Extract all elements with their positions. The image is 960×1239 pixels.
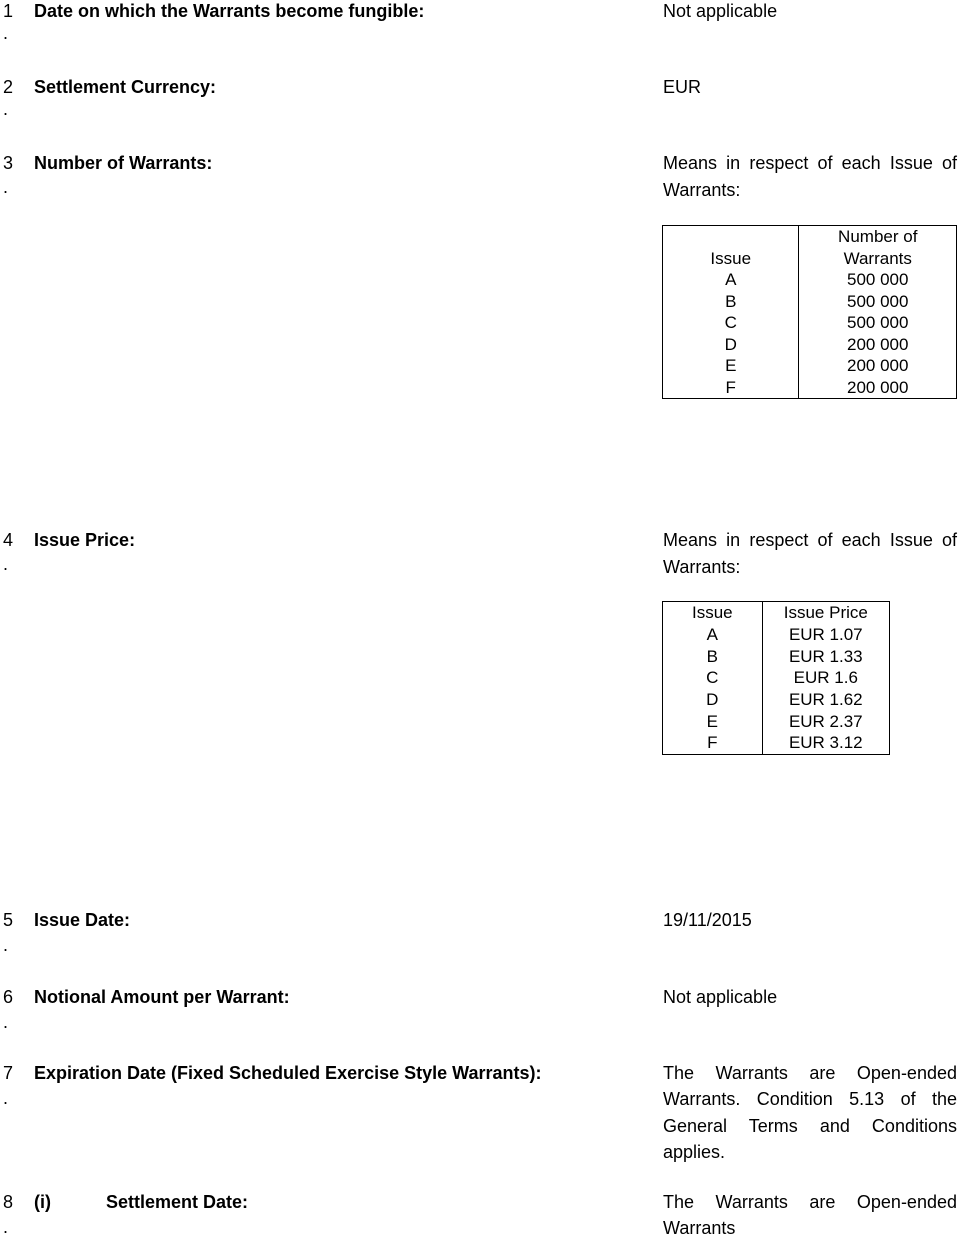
item-8-number: 8 — [3, 1192, 14, 1212]
item-2-value: EUR — [663, 77, 702, 97]
item-8-value-line1: The Warrants are Open-ended — [663, 1192, 957, 1212]
item-1-dot: . — [3, 23, 9, 43]
issue-cell: B — [663, 291, 799, 313]
value-cell: 500 000 — [799, 269, 957, 291]
item-2-dot: . — [3, 99, 9, 119]
item-2-number: 2 — [3, 77, 14, 97]
number-of-warrants-table — [662, 225, 957, 399]
item-5-number: 5 — [3, 910, 14, 930]
value-cell: EUR 3.12 — [762, 732, 889, 754]
item-5-value: 19/11/2015 — [663, 910, 752, 930]
table-row — [663, 689, 890, 711]
table-row — [663, 711, 890, 733]
table-row — [663, 291, 957, 313]
item-3-value-line1: Means in respect of each Issue of — [663, 153, 957, 173]
header-line-1: Number of — [838, 227, 918, 246]
issue-cell: F — [663, 377, 799, 399]
item-7-value-line4: applies. — [663, 1142, 726, 1162]
table-row — [663, 334, 957, 356]
value-cell: 200 000 — [799, 377, 957, 399]
issue-cell: C — [663, 667, 763, 689]
item-4-value-line1: Means in respect of each Issue of — [663, 530, 957, 550]
table-header-row — [663, 602, 890, 624]
item-1-label: Date on which the Warrants become fungible: — [34, 1, 425, 21]
table-row — [663, 732, 890, 754]
issue-cell: A — [663, 269, 799, 291]
item-3-value-line2: Warrants: — [663, 180, 741, 200]
table-row — [663, 312, 957, 334]
issue-cell: F — [663, 732, 763, 754]
issue-cell: C — [663, 312, 799, 334]
item-6-label: Notional Amount per Warrant: — [34, 987, 290, 1007]
item-4-value-line2: Warrants: — [663, 557, 741, 577]
table-header-row — [663, 226, 957, 270]
table-row — [663, 355, 957, 377]
header-issue: Issue — [663, 226, 799, 270]
header-line-2: Warrants — [843, 248, 912, 268]
value-cell: EUR 1.07 — [762, 624, 889, 646]
item-6-dot: . — [3, 1012, 9, 1032]
issue-price-table — [662, 601, 890, 755]
item-2-label: Settlement Currency: — [34, 77, 217, 97]
issue-cell: B — [663, 645, 763, 667]
item-8-dot: . — [3, 1217, 9, 1237]
value-cell: 200 000 — [799, 334, 957, 356]
item-4-number: 4 — [3, 530, 14, 550]
header-number-of-warrants — [799, 226, 957, 270]
item-7-value-line2: Warrants. Condition 5.13 of the — [663, 1089, 957, 1109]
item-4-label: Issue Price: — [34, 530, 136, 550]
item-4-dot: . — [3, 554, 9, 574]
issue-cell: E — [663, 355, 799, 377]
item-8-value-line2: Warrants — [663, 1218, 736, 1238]
value-cell: EUR 2.37 — [762, 711, 889, 733]
item-7-number: 7 — [3, 1063, 14, 1083]
item-1-value: Not applicable — [663, 1, 778, 21]
item-7-label: Expiration Date (Fixed Scheduled Exercise Style Warrants): — [34, 1063, 542, 1083]
item-3-dot: . — [3, 177, 9, 197]
header-issue-price: Issue Price — [762, 602, 889, 624]
item-7-value-line3: General Terms and Conditions — [663, 1116, 957, 1136]
item-6-value: Not applicable — [663, 987, 778, 1007]
item-5-dot: . — [3, 935, 9, 955]
item-7-value-line1: The Warrants are Open-ended — [663, 1063, 957, 1083]
item-5-label: Issue Date: — [34, 910, 131, 930]
table-row — [663, 269, 957, 291]
item-8-sub-index: (i) — [34, 1192, 51, 1212]
value-cell: 500 000 — [799, 312, 957, 334]
issue-cell: A — [663, 624, 763, 646]
issue-cell: E — [663, 711, 763, 733]
table-row — [663, 377, 957, 399]
value-cell: EUR 1.33 — [762, 645, 889, 667]
issue-cell: D — [663, 334, 799, 356]
item-7-dot: . — [3, 1088, 9, 1108]
value-cell: 200 000 — [799, 355, 957, 377]
header-issue: Issue — [663, 602, 763, 624]
table-row — [663, 624, 890, 646]
item-6-number: 6 — [3, 987, 14, 1007]
table-row — [663, 645, 890, 667]
issue-cell: D — [663, 689, 763, 711]
value-cell: EUR 1.62 — [762, 689, 889, 711]
item-1-number: 1 — [3, 1, 14, 21]
item-3-number: 3 — [3, 153, 14, 173]
table-row — [663, 667, 890, 689]
value-cell: 500 000 — [799, 291, 957, 313]
item-3-label: Number of Warrants: — [34, 153, 213, 173]
item-8-label: Settlement Date: — [106, 1192, 249, 1212]
value-cell: EUR 1.6 — [762, 667, 889, 689]
